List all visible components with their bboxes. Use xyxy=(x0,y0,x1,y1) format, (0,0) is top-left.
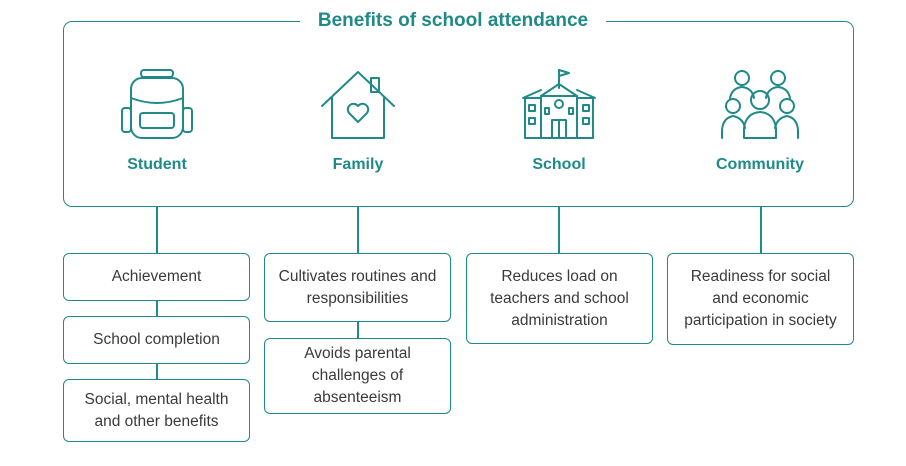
benefit-text: School completion xyxy=(93,331,220,348)
benefit-text: Readiness for social and economic participation in society xyxy=(684,268,837,329)
benefit-box xyxy=(264,253,451,322)
connector-student-2 xyxy=(156,364,158,379)
category-label-student: Student xyxy=(127,156,187,173)
benefit-text: Achievement xyxy=(111,268,202,285)
connector-community xyxy=(760,207,762,253)
school-building-icon xyxy=(519,68,599,142)
benefit-box xyxy=(667,253,854,345)
diagram-title: Benefits of school attendance xyxy=(300,8,606,34)
house-heart-icon xyxy=(318,68,398,142)
benefit-text: Cultivates routines and responsibilities xyxy=(278,267,437,307)
benefit-box xyxy=(63,316,250,364)
connector-family xyxy=(357,207,359,253)
benefit-box xyxy=(466,253,653,344)
benefit-box xyxy=(63,253,250,301)
benefit-box xyxy=(264,338,451,414)
backpack-icon xyxy=(117,68,197,142)
benefit-box xyxy=(63,379,250,442)
category-label-family: Family xyxy=(332,156,384,173)
connector-family-1 xyxy=(357,322,359,338)
category-label-community: Community xyxy=(716,156,804,173)
people-group-icon xyxy=(720,68,800,142)
category-label-school: School xyxy=(532,156,586,173)
benefit-text: Reduces load on teachers and school administration xyxy=(490,267,629,329)
connector-school xyxy=(558,207,560,253)
benefit-text: Avoids parental challenges of absenteeism xyxy=(304,345,411,406)
connector-student xyxy=(156,207,158,253)
connector-student-1 xyxy=(156,301,158,316)
benefit-text: Social, mental health and other benefits xyxy=(84,390,229,430)
